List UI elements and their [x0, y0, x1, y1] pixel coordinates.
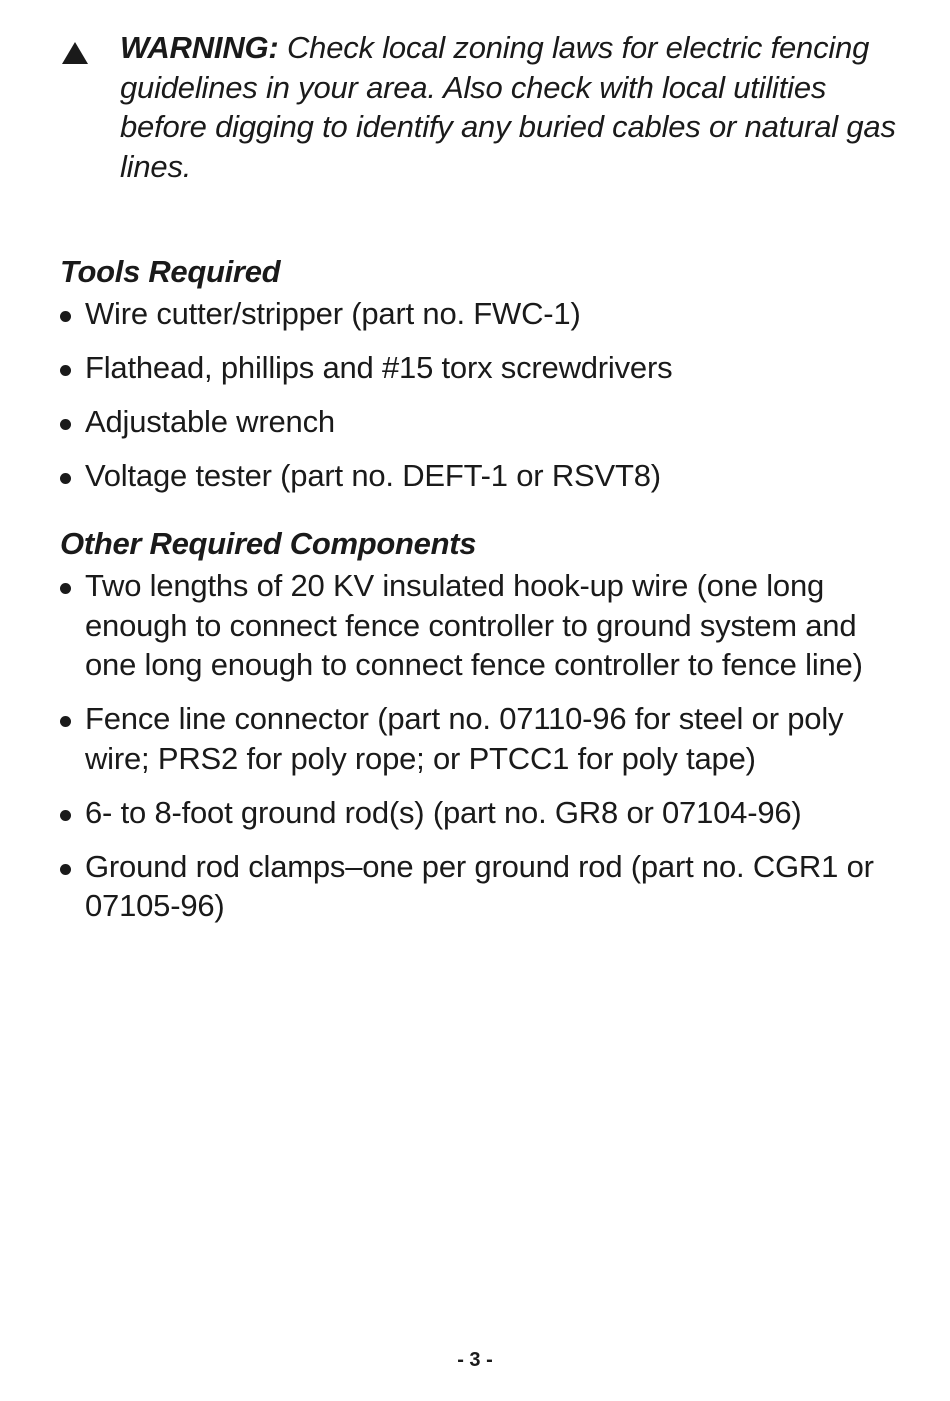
warning-text: [120, 28, 910, 186]
list-item: [60, 566, 900, 685]
list-item: [60, 699, 900, 778]
list-item: [60, 348, 900, 388]
bullet-icon: [60, 365, 71, 376]
tools-required-list: [60, 294, 900, 510]
list-item: [60, 294, 900, 334]
tools-required-heading: Tools Required: [60, 254, 281, 289]
list-item: [60, 793, 900, 833]
bullet-icon: [60, 473, 71, 484]
list-item-text: Adjustable wrench: [85, 404, 335, 439]
bullet-icon: [60, 864, 71, 875]
list-item-text: Two lengths of 20 KV insulated hook-up wire (one long enough to connect fence controller to ground system and one long enough to connect fence controller to fence line): [85, 568, 863, 682]
list-item-text: Wire cutter/stripper (part no. FWC-1): [85, 296, 581, 331]
list-item: [60, 402, 900, 442]
page-number: - 3 -: [457, 1349, 493, 1371]
bullet-icon: [60, 419, 71, 430]
warning-body: Check local zoning laws for electric fencing guidelines in your area. Also check with local utilities before digging to identify any buried cables or natural gas lines.: [120, 30, 896, 184]
other-components-list: [60, 566, 900, 940]
bullet-icon: [60, 810, 71, 821]
bullet-icon: [60, 716, 71, 727]
bullet-icon: [60, 583, 71, 594]
warning-label: WARNING:: [120, 30, 279, 65]
warning-triangle-icon: [62, 42, 88, 64]
list-item-text: Flathead, phillips and #15 torx screwdrivers: [85, 350, 673, 385]
list-item-text: Voltage tester (part no. DEFT-1 or RSVT8): [85, 458, 661, 493]
list-item-text: Ground rod clamps–one per ground rod (part no. CGR1 or 07105-96): [85, 848, 874, 923]
other-components-heading: Other Required Components: [60, 526, 477, 561]
list-item: [60, 456, 900, 496]
list-item-text: 6- to 8-foot ground rod(s) (part no. GR8 or 07104-96): [85, 794, 802, 830]
list-item-text: Fence line connector (part no. 07110-96 for steel or poly wire; PRS2 for poly rope; or PTCC1 for poly tape): [85, 701, 844, 776]
list-item: [60, 847, 900, 926]
bullet-icon: [60, 311, 71, 322]
